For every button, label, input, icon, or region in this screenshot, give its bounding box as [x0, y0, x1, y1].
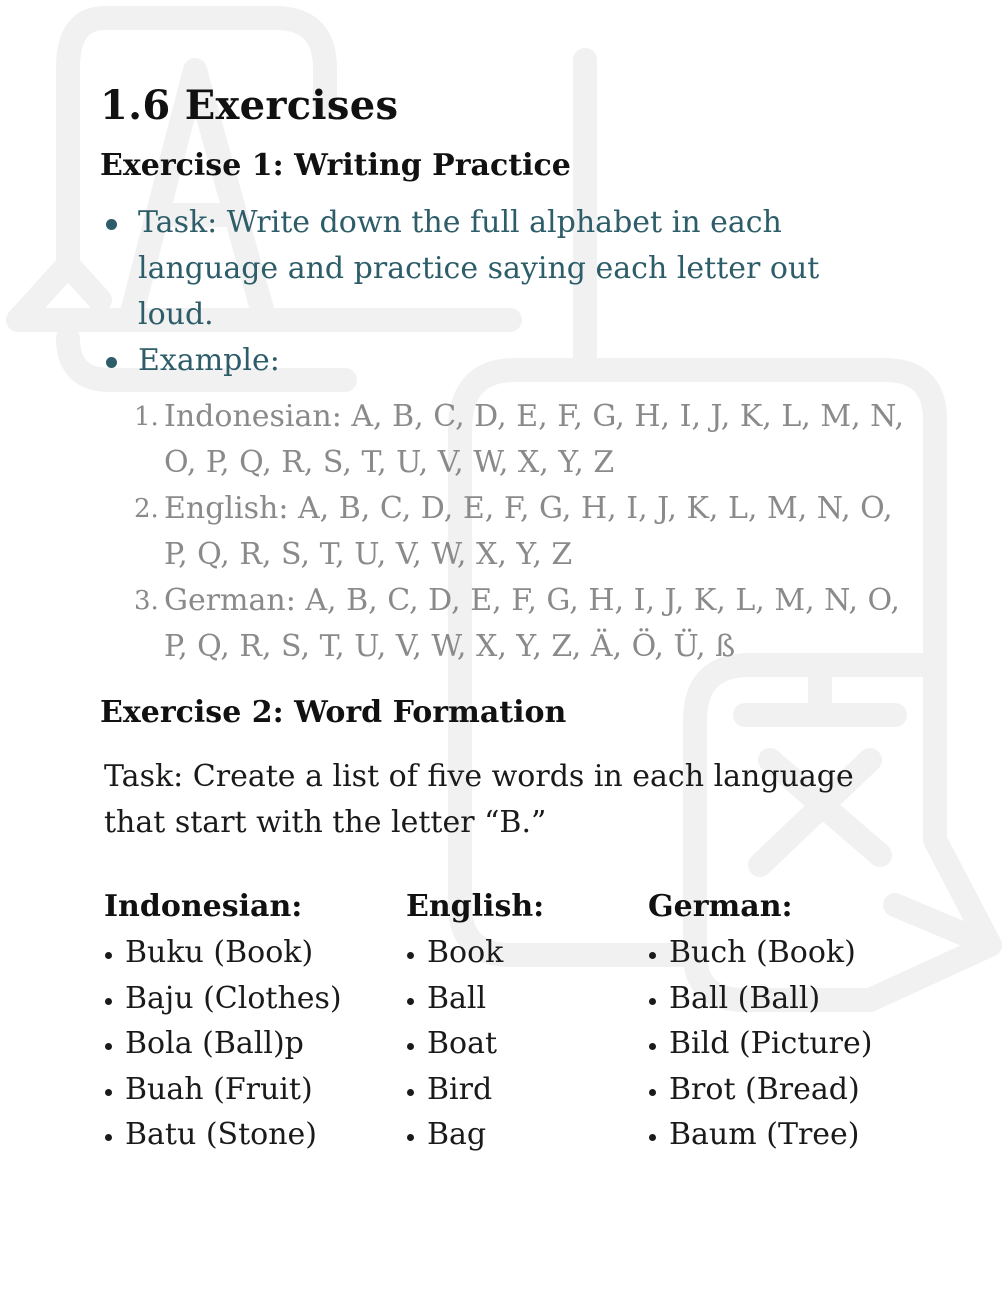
- list-item: Brot (Bread): [648, 1067, 872, 1113]
- page-title: 1.6 Exercises: [100, 82, 399, 129]
- example-german: [100, 578, 910, 670]
- list-item: Baju (Clothes): [104, 976, 342, 1022]
- exercise-2-heading: Exercise 2: Word Formation: [100, 695, 567, 730]
- list-item: Buku (Book): [104, 930, 342, 976]
- exercise-1-heading: Exercise 1: Writing Practice: [100, 148, 571, 183]
- list-item: Boat: [406, 1021, 544, 1067]
- list-number: 2.: [134, 494, 159, 524]
- german-word-column: [648, 884, 872, 1158]
- exercise-2-task: Task: Create a list of five words in each language that start with the letter “B.”: [104, 759, 854, 840]
- word-list: [406, 930, 544, 1158]
- list-number: 1.: [134, 402, 159, 432]
- task-bullet: Task: Write down the full alphabet in each language and practice saying each letter out loud.: [100, 200, 900, 338]
- example-text: Indonesian: A, B, C, D, E, F, G, H, I, J, K, L, M, N, O, P, Q, R, S, T, U, V, W, X, Y, Z: [164, 399, 905, 480]
- list-item: Ball (Ball): [648, 976, 872, 1022]
- list-item: Bird: [406, 1067, 544, 1113]
- list-item: Baum (Tree): [648, 1112, 872, 1158]
- column-header: English:: [406, 889, 545, 924]
- example-english: [100, 486, 910, 578]
- list-item: Buah (Fruit): [104, 1067, 342, 1113]
- example-bullet: Example:: [100, 338, 900, 384]
- list-item: Book: [406, 930, 544, 976]
- list-item: Bag: [406, 1112, 544, 1158]
- column-header: Indonesian:: [104, 889, 303, 924]
- indonesian-word-column: [104, 884, 342, 1158]
- list-item: Bola (Ball)p: [104, 1021, 342, 1067]
- list-item: Bild (Picture): [648, 1021, 872, 1067]
- column-header: German:: [648, 889, 793, 924]
- list-item: Batu (Stone): [104, 1112, 342, 1158]
- example-indonesian: [100, 394, 910, 486]
- example-text: German: A, B, C, D, E, F, G, H, I, J, K, L, M, N, O, P, Q, R, S, T, U, V, W, X, Y, Z, Ä, Ö, Ü, ß: [164, 583, 900, 664]
- english-word-column: [406, 884, 544, 1158]
- list-item: Ball: [406, 976, 544, 1022]
- example-text: English: A, B, C, D, E, F, G, H, I, J, K, L, M, N, O, P, Q, R, S, T, U, V, W, X, Y, Z: [164, 491, 893, 572]
- list-number: 3.: [134, 586, 159, 616]
- alphabet-examples: [100, 394, 910, 670]
- word-list: [104, 930, 342, 1158]
- word-list: [648, 930, 872, 1158]
- exercise-1-bullets: [100, 200, 900, 384]
- list-item: Buch (Book): [648, 930, 872, 976]
